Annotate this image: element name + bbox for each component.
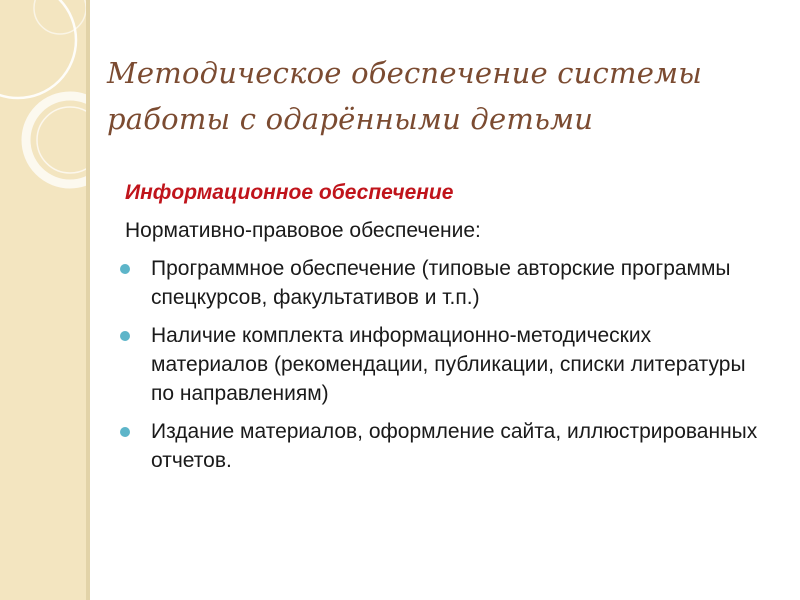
bullet-text: Издание материалов, оформление сайта, иллюстрированных отчетов. bbox=[151, 420, 758, 472]
bullet-text: Программное обеспечение (типовые авторские программы спецкурсов, факультативов и т.п.) bbox=[151, 257, 731, 309]
circle-bullet-icon bbox=[120, 264, 130, 274]
slide-content bbox=[120, 178, 760, 484]
side-band bbox=[0, 0, 86, 600]
circle-bullet-icon bbox=[120, 427, 130, 437]
bullet-text: Наличие комплекта информационно-методических материалов (рекомендации, публикации, списки литературы по направлениям) bbox=[151, 324, 746, 405]
bullet-list bbox=[120, 254, 760, 475]
bullet-item bbox=[120, 321, 760, 408]
bullet-item bbox=[120, 417, 760, 475]
intro-line: Нормативно-правовое обеспечение: bbox=[125, 219, 481, 242]
side-band-edge bbox=[86, 0, 90, 600]
slide-title: Методическое обеспечение системы работы с одарёнными детьми bbox=[107, 56, 703, 136]
circle-bullet-icon bbox=[120, 331, 130, 341]
bullet-item bbox=[120, 254, 760, 312]
section-subtitle: Информационное обеспечение bbox=[125, 181, 454, 204]
ring-decoration bbox=[0, 0, 86, 260]
